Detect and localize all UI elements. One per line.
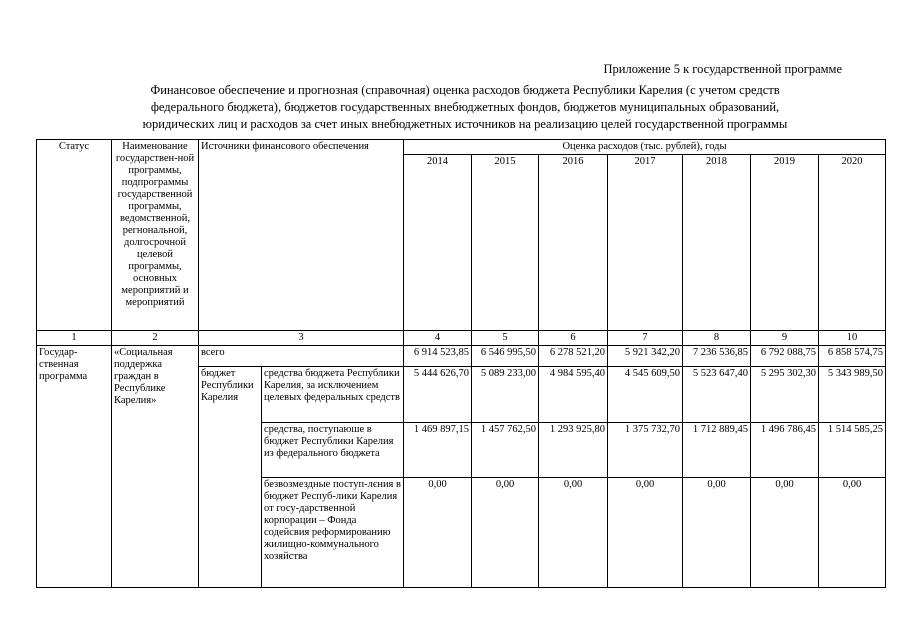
federal-2015: 1 457 762,50 bbox=[472, 423, 539, 478]
total-2018: 7 236 536,85 bbox=[683, 346, 751, 367]
col-number: 6 bbox=[539, 331, 608, 346]
excl-2019: 5 295 302,30 bbox=[751, 367, 819, 423]
fund-2020: 0,00 bbox=[819, 478, 886, 588]
fund-2016: 0,00 bbox=[539, 478, 608, 588]
fund-2017: 0,00 bbox=[608, 478, 683, 588]
document-title bbox=[40, 82, 890, 133]
federal-2018: 1 712 889,45 bbox=[683, 423, 751, 478]
total-2016: 6 278 521,20 bbox=[539, 346, 608, 367]
total-2014: 6 914 523,85 bbox=[404, 346, 472, 367]
header-status: Статус bbox=[37, 140, 112, 331]
col-number: 3 bbox=[199, 331, 404, 346]
excl-2015: 5 089 233,00 bbox=[472, 367, 539, 423]
year-2018: 2018 bbox=[683, 155, 751, 331]
year-2017: 2017 bbox=[608, 155, 683, 331]
row-federal-label: средства, поступаюше в бюджет Республики Карелия из федерального бюджета bbox=[262, 423, 404, 478]
excl-2018: 5 523 647,40 bbox=[683, 367, 751, 423]
row-fund-label: безвозмездные поступ-лєния в бюджет Респуб-лики Карелия от госу-дарственной корпорации – Фонда содейсвия реформированию жилищно-коммунального хозяйства bbox=[262, 478, 404, 588]
excl-2017: 4 545 609,50 bbox=[608, 367, 683, 423]
header-sources: Источники финансового обеспечения bbox=[199, 140, 404, 331]
year-2020: 2020 bbox=[819, 155, 886, 331]
row-total-label: всего bbox=[199, 346, 404, 367]
federal-2019: 1 496 786,45 bbox=[751, 423, 819, 478]
col-number: 10 bbox=[819, 331, 886, 346]
federal-2016: 1 293 925,80 bbox=[539, 423, 608, 478]
col-number: 8 bbox=[683, 331, 751, 346]
col-number: 4 bbox=[404, 331, 472, 346]
excl-2014: 5 444 626,70 bbox=[404, 367, 472, 423]
year-2014: 2014 bbox=[404, 155, 472, 331]
excl-2020: 5 343 989,50 bbox=[819, 367, 886, 423]
program-status: Государ-ственная программа bbox=[37, 346, 112, 588]
title-line: Финансовое обеспечение и прогнозная (справочная) оценка расходов бюджета Республики Карелия (с учетом средств bbox=[150, 83, 780, 97]
col-number: 1 bbox=[37, 331, 112, 346]
total-2019: 6 792 088,75 bbox=[751, 346, 819, 367]
year-2019: 2019 bbox=[751, 155, 819, 331]
header-name: Наименование государствен-ной программы, подпрограммы государственной программы, ведомственной, регнональной, долгосрочной целевой программы, основных мероприятий и мероприятий bbox=[112, 140, 199, 331]
fund-2018: 0,00 bbox=[683, 478, 751, 588]
budget-label: бюджет Республики Карелия bbox=[199, 367, 262, 588]
col-number: 7 bbox=[608, 331, 683, 346]
col-number: 2 bbox=[112, 331, 199, 346]
program-name: «Социальная поддержка граждан в Республике Карелия» bbox=[112, 346, 199, 588]
appendix-note: Приложение 5 к государственной программе bbox=[603, 62, 842, 76]
title-line: федерального бюджета), бюджетов государственных внебюджетных фондов, бюджетов муниципальных образований, bbox=[150, 100, 780, 114]
col-number: 9 bbox=[751, 331, 819, 346]
federal-2020: 1 514 585,25 bbox=[819, 423, 886, 478]
federal-2017: 1 375 732,70 bbox=[608, 423, 683, 478]
row-excl-label: средства бюджета Республики Карелия, за исключением целевых федеральных средств bbox=[262, 367, 404, 423]
title-line: юридических лиц и расходов за счет иных внебюджетных источников на реализацию целей государственной программы bbox=[142, 117, 788, 131]
fund-2019: 0,00 bbox=[751, 478, 819, 588]
col-number: 5 bbox=[472, 331, 539, 346]
excl-2016: 4 984 595,40 bbox=[539, 367, 608, 423]
total-2017: 5 921 342,20 bbox=[608, 346, 683, 367]
financing-table bbox=[36, 139, 886, 588]
fund-2015: 0,00 bbox=[472, 478, 539, 588]
total-2015: 6 546 995,50 bbox=[472, 346, 539, 367]
federal-2014: 1 469 897,15 bbox=[404, 423, 472, 478]
total-2020: 6 858 574,75 bbox=[819, 346, 886, 367]
year-2015: 2015 bbox=[472, 155, 539, 331]
year-2016: 2016 bbox=[539, 155, 608, 331]
fund-2014: 0,00 bbox=[404, 478, 472, 588]
header-estimate: Оценка расходов (тыс. рублей), годы bbox=[404, 140, 886, 155]
